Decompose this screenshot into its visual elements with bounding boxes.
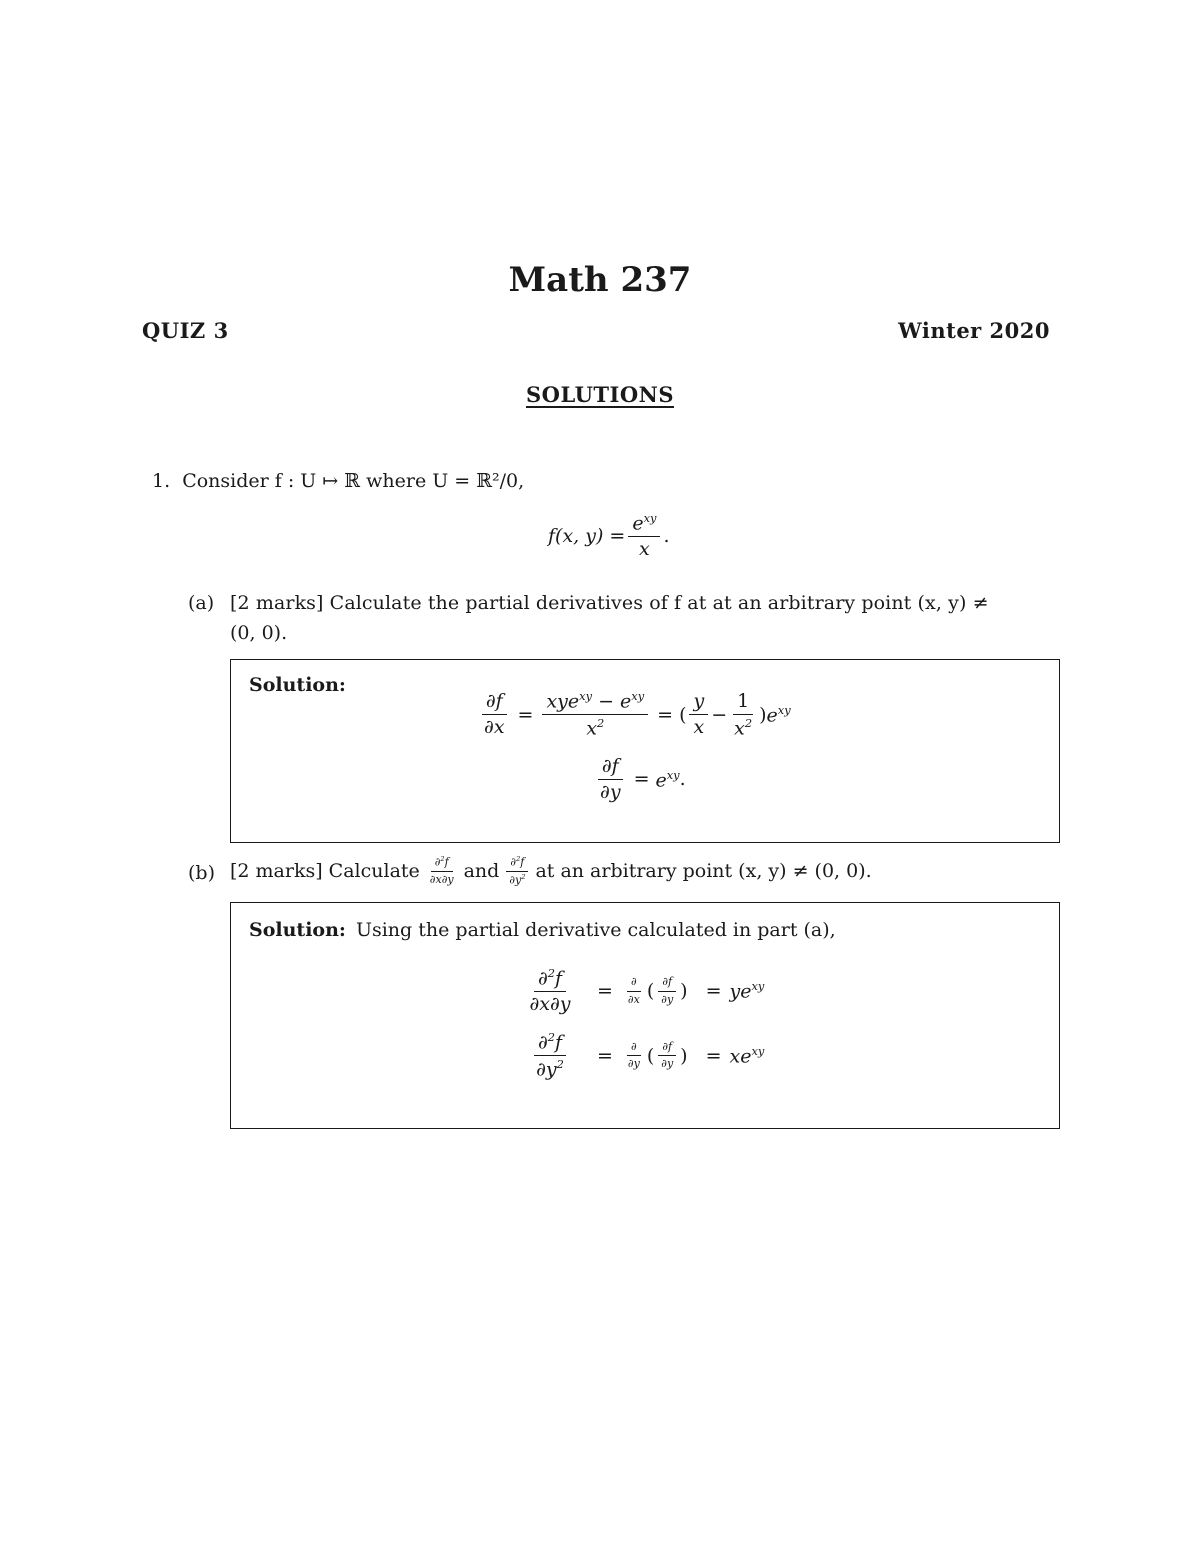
part-a-label: (a) [188,592,215,614]
solution-b-heading [249,919,836,941]
question-number: 1. [152,470,171,492]
solutions-heading-text: SOLUTIONS [526,382,674,407]
partial-x-equation: $\frac{\partial f}{\partial x}$ = $\frac{xye^{xy} - e^{xy}}{x^2}$ = ( $\frac{y}{x}$ − $\frac{1}{x^2}$ ) $e^{xy}$ [477,690,791,739]
solution-label-a: Solution: [249,674,346,696]
question-intro-text: Consider f : U ↦ ℝ where U = ℝ²/0, [182,470,525,492]
second-partial-yy-equation: $\frac{\partial^2f}{\partial y^2}$ = $\frac{\partial}{\partial y}$ ( $\frac{\partial f}{\partial y}$ ) = $xe^{xy}$ [517,1031,764,1080]
page-title: Math 237 [508,260,692,300]
definition-fraction: $\frac{e^{xy}}{x}$ [628,512,660,560]
solution-box-b [230,902,1060,1129]
solution-b-text: Using the partial derivative calculated in part (a), [355,919,836,941]
part-b-label: (b) [188,862,215,884]
solution-box-a [230,659,1060,843]
part-b-text-end: at an arbitrary point (x, y) ≠ (0, 0). [535,860,872,883]
partial-y-equation: $\frac{\partial f}{\partial y}$ = $e^{xy}$ . [593,756,686,803]
question-1-intro [152,470,524,492]
part-a-text-line2: (0, 0). [230,622,288,644]
solution-label-b: Solution: [249,919,346,941]
function-definition: f(x, y) = $\frac{e^{xy}}{x}$ . [548,511,670,561]
part-b-text: [2 marks] Calculate $\frac{\partial^2f}{\partial x\partial y}$ and $\frac{\partial^2f}{\partial y^2}$ at an arbitrary point (x, y) ≠ (0, 0). [230,855,872,887]
part-a-text-line1: [2 marks] Calculate the partial derivatives of f at at an arbitrary point (x, y) ≠ [230,592,989,614]
part-b-text-mid: and [463,860,500,883]
definition-lhs: f(x, y) = [548,525,626,548]
term-label: Winter 2020 [898,318,1050,343]
quiz-label: QUIZ 3 [142,318,229,343]
solutions-heading [0,382,1200,407]
part-b-text-start: [2 marks] Calculate [230,860,420,883]
second-partial-xy-equation: $\frac{\partial^2f}{\partial x\partial y}$ = $\frac{\partial}{\partial x}$ ( $\frac{\partial f}{\partial y}$ ) = $ye^{xy}$ [529,966,765,1016]
